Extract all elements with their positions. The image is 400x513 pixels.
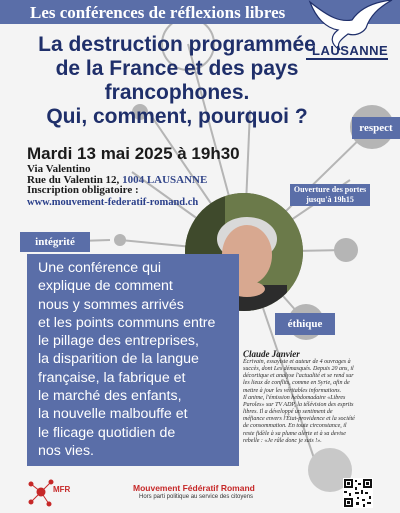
- series-title: Les conférences de réflexions libres: [30, 3, 286, 22]
- bio-line: rebelle : «Je râle donc je suis !».: [243, 437, 322, 444]
- registration-label: Inscription obligatoire :: [27, 184, 139, 196]
- bio-line: libres. Il a développé un sentiment de: [243, 409, 333, 416]
- tag-respect: respect: [352, 117, 400, 139]
- website-link[interactable]: www.mouvement-federatif-romand.ch: [27, 197, 199, 208]
- venue-city: 1004 LAUSANNE: [122, 173, 208, 186]
- speaker-bio: [243, 359, 377, 445]
- bio-line: Paroles» sur TV ADP, la télévision des esprits: [243, 401, 354, 408]
- bio-line: Écrivain, essayiste et auteur de 4 ouvrages à: [243, 359, 351, 365]
- tag-integrite: intégrité: [20, 232, 90, 252]
- footer-organization: Mouvement Fédératif Romand: [133, 483, 255, 493]
- description-line: explique de comment: [38, 278, 173, 295]
- qr-code-icon[interactable]: [343, 478, 373, 508]
- conference-description: [38, 259, 236, 460]
- venue-name: Via Valentino: [27, 163, 91, 175]
- title-line: francophones.: [104, 81, 250, 104]
- doors-line: jusqu'à 19h15: [306, 195, 354, 204]
- description-line: le pillage des entreprises,: [38, 333, 199, 350]
- bio-line: méfiance envers l'État-providence et la société: [243, 416, 355, 423]
- bio-line: succès, dont Les démasqués. Depuis 20 ans, il: [243, 366, 354, 373]
- event-date-time: Mardi 13 mai 2025 à 19h30: [27, 144, 240, 163]
- description-line: la nouvelle malbouffe et: [38, 406, 188, 423]
- venue-street: Rue du Valentin 12,: [27, 173, 120, 186]
- description-line: française, la fabrique et: [38, 369, 186, 386]
- bio-line: Il anime, l'émission hebdomadaire «Libres: [243, 394, 346, 401]
- description-line: et les points communs entre: [38, 314, 216, 331]
- event-venue: [27, 164, 207, 196]
- description-line: Une conférence qui: [38, 260, 162, 276]
- description-line: la disparition de la langue: [38, 351, 199, 368]
- logo-text: LAUSANNE: [312, 43, 389, 58]
- footer-slogan: Hors parti politique au service des citoyens: [139, 494, 254, 500]
- conference-title: [32, 33, 322, 129]
- description-line: le marché des enfants,: [38, 388, 182, 405]
- title-line: de la France et des pays: [55, 57, 299, 80]
- title-line: La destruction programmée: [38, 33, 316, 56]
- doors-opening-badge: [290, 184, 370, 206]
- tag-ethique: éthique: [275, 313, 335, 335]
- bio-line: reste fidèle à sa plume alerte et à sa devise: [243, 430, 346, 437]
- footer-mfr: MFR: [53, 485, 71, 494]
- description-line: le flicage quotidien de: [38, 424, 176, 441]
- title-line: Qui, comment, pourquoi ?: [46, 105, 308, 128]
- mfr-network-logo-icon: [27, 478, 87, 510]
- bio-line: de consommation. En toute circonstance, il: [243, 423, 347, 430]
- description-line: nos vies.: [38, 442, 94, 459]
- description-line: nous y sommes arrivés: [38, 296, 184, 313]
- doors-line: Ouverture des portes: [293, 185, 367, 194]
- bio-line: les lieux de conflits, comme en Syrie, afin de: [243, 380, 350, 387]
- speaker-name: Claude Janvier: [243, 349, 300, 359]
- bio-line: mettre à jour les véritables informations.: [243, 387, 342, 394]
- bio-line: décortique et analyse l'actualité et se rend sur: [243, 373, 354, 380]
